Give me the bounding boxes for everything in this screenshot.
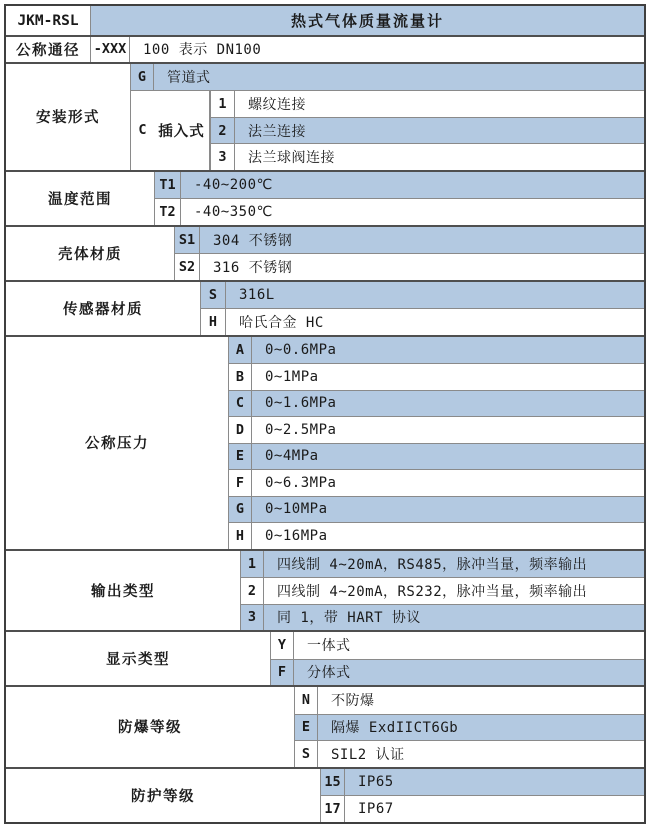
option-code: E: [228, 444, 252, 470]
option-code: 3: [210, 144, 235, 169]
option-desc: 哈氏合金 HC: [239, 314, 324, 331]
option-code: B: [228, 364, 252, 390]
option-code: S: [294, 741, 318, 767]
option-desc: 管道式: [167, 69, 211, 86]
option-code: S2: [174, 254, 200, 280]
option-desc: 0~16MPa: [265, 527, 328, 544]
option-row: [240, 604, 644, 631]
option-row: [294, 740, 644, 767]
option-desc: 一体式: [307, 638, 351, 655]
option-code: S1: [174, 227, 200, 254]
option-desc: 法兰球阀连接: [248, 149, 335, 166]
section-display: [6, 630, 644, 685]
section-housing: [6, 225, 644, 280]
option-code: 2: [210, 118, 235, 143]
option-code: H: [228, 523, 252, 549]
option-row: [320, 795, 644, 822]
section-protection: [6, 767, 644, 822]
option-desc: 同 1，带 HART 协议: [277, 610, 421, 627]
section-sensor: [6, 280, 644, 335]
option-code: A: [228, 337, 252, 364]
option-desc: 0~1MPa: [265, 368, 319, 385]
option-row: [270, 659, 644, 686]
option-code: N: [294, 687, 318, 714]
pressure-label: 公称压力: [6, 337, 228, 549]
option-row: [228, 390, 644, 417]
option-row: [154, 198, 644, 225]
option-desc: 四线制 4~20mA，RS485，脉冲当量，频率输出: [277, 556, 588, 573]
option-desc: 316 不锈钢: [213, 259, 293, 276]
option-code: C: [130, 91, 154, 170]
section-explosion: [6, 685, 644, 767]
option-desc: -40~200℃: [194, 176, 273, 193]
explosion-label: 防爆等级: [6, 687, 294, 767]
output-label: 输出类型: [6, 551, 240, 631]
section-install: [6, 62, 644, 170]
option-desc: 法兰连接: [248, 123, 306, 140]
install-label: 安装形式: [6, 64, 130, 170]
option-desc: IP65: [358, 773, 394, 790]
option-code: 2: [240, 578, 264, 604]
option-code: 17: [320, 796, 345, 822]
option-code: S: [200, 282, 226, 309]
option-row: [270, 632, 644, 659]
option-code: G: [228, 497, 252, 523]
model-selection-table: [4, 4, 646, 824]
option-code: G: [130, 64, 154, 91]
option-code: D: [228, 417, 252, 443]
option-row: [240, 551, 644, 578]
option-desc: 0~1.6MPa: [265, 395, 337, 412]
option-row: [228, 337, 644, 364]
option-row: [174, 253, 644, 280]
option-desc: 螺纹连接: [248, 97, 306, 114]
option-code: T1: [154, 172, 181, 199]
option-code: H: [200, 309, 226, 335]
model-code: JKM-RSL: [6, 6, 90, 35]
option-desc: -40~350℃: [194, 203, 273, 220]
option-row: [294, 687, 644, 714]
section-pressure: [6, 335, 644, 549]
option-row: [228, 363, 644, 390]
option-code: C: [228, 391, 252, 417]
section-diameter: [6, 35, 644, 62]
option-row: [228, 522, 644, 549]
option-code: 15: [320, 769, 345, 796]
option-row: [200, 308, 644, 335]
option-row: [228, 496, 644, 523]
option-row: [294, 714, 644, 741]
insert-type-label: 插入式: [154, 91, 210, 170]
option-row: [174, 227, 644, 254]
option-desc: 0~2.5MPa: [265, 421, 337, 438]
option-row: [228, 443, 644, 470]
option-code: Y: [270, 632, 294, 659]
option-code: T2: [154, 199, 181, 225]
option-desc: 304 不锈钢: [213, 232, 293, 249]
option-code: F: [270, 660, 294, 686]
option-desc: SIL2 认证: [331, 746, 405, 763]
option-row: [210, 91, 644, 117]
option-desc: 不防爆: [331, 693, 375, 710]
section-output: [6, 549, 644, 631]
option-row: [210, 117, 644, 143]
option-desc: 0~0.6MPa: [265, 341, 337, 358]
diameter-label: 公称通径: [6, 37, 90, 62]
option-row: [130, 64, 644, 91]
option-desc: 分体式: [307, 665, 351, 682]
option-code: F: [228, 470, 252, 496]
option-desc: 0~4MPa: [265, 448, 319, 465]
option-desc: 0~10MPa: [265, 501, 328, 518]
option-row: [228, 469, 644, 496]
section-temperature: [6, 170, 644, 225]
option-desc: 四线制 4~20mA，RS232，脉冲当量，频率输出: [277, 583, 588, 600]
temperature-label: 温度范围: [6, 172, 154, 225]
option-row: [154, 172, 644, 199]
diameter-code: -XXX: [90, 37, 130, 62]
option-row: [200, 282, 644, 309]
protection-label: 防护等级: [6, 769, 320, 822]
product-title: 热式气体质量流量计: [90, 6, 644, 35]
option-code: E: [294, 715, 318, 741]
section-header: [6, 6, 644, 35]
diameter-desc: 100 表示 DN100: [143, 42, 262, 59]
option-row: [228, 416, 644, 443]
option-desc: 316L: [239, 286, 275, 303]
sensor-label: 传感器材质: [6, 282, 200, 335]
insert-type-group: [130, 90, 644, 170]
display-label: 显示类型: [6, 632, 270, 685]
option-desc: IP67: [358, 800, 394, 817]
option-row: [320, 769, 644, 796]
option-row: [240, 577, 644, 604]
housing-label: 壳体材质: [6, 227, 174, 280]
option-code: 1: [210, 91, 235, 117]
option-desc: 0~6.3MPa: [265, 474, 337, 491]
option-desc: 隔爆 ExdIICT6Gb: [331, 720, 459, 737]
option-code: 3: [240, 605, 264, 631]
option-code: 1: [240, 551, 264, 578]
option-row: [210, 143, 644, 169]
